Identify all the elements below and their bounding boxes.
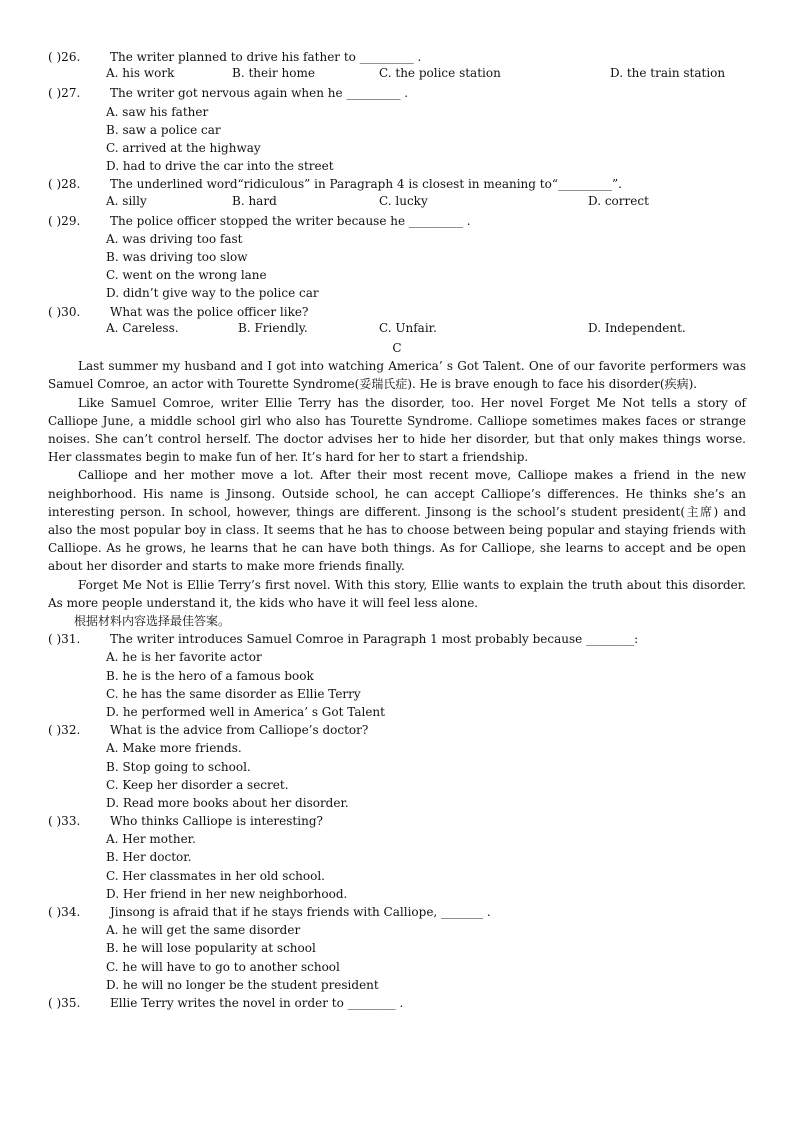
option-d: D. correct — [588, 193, 649, 208]
question-stem: Ellie Terry writes the novel in order to ________ . — [110, 995, 404, 1010]
question-number: ( )32. — [48, 723, 81, 738]
question-number: ( )31. — [48, 632, 81, 647]
question-stem: The writer got nervous again when he _________ . — [110, 86, 409, 101]
question-number: ( )33. — [48, 814, 81, 829]
question-stem: The police officer stopped the writer because he _________ . — [110, 213, 471, 228]
question-number: ( )30. — [48, 304, 81, 319]
passage-paragraph-2: Like Samuel Comroe, writer Ellie Terry has the disorder, too. Her novel Forget Me Not tells a story of Calliope June, a middle school girl who also has Tourette Syndrome. Calliope sometimes makes faces or strange noises. She can’t control herself. The doctor advises her to hide her disorder, but that only makes things worse. Her classmates begin to make fun of her. It’s hard for her to start a friendship. — [48, 395, 746, 465]
option-d: D. he will no longer be the student president — [106, 977, 379, 992]
option-b: B. Friendly. — [238, 320, 308, 335]
question-stem: Who thinks Calliope is interesting? — [110, 814, 323, 829]
question-number: ( )29. — [48, 213, 81, 228]
option-a: A. Careless. — [106, 320, 179, 335]
passage-paragraph-3: Calliope and her mother move a lot. After their most recent move, Calliope makes a friend in the new neighborhood. His name is Jinsong. Outside school, he can accept Calliope’s differences. He thinks she’s an interesting person. In school, however, things are different. Jinsong is the school’s student president(主席) and also the most popular boy in class. It seems that he has to choose between being popular and staying friends with Calliope. As he grows, he learns that he can have both things. As for Calliope, she learns to accept and be open about her disorder and starts to make more friends finally. — [48, 468, 746, 574]
option-c: C. the police station — [379, 66, 501, 81]
option-a: A. saw his father — [106, 104, 209, 119]
section-heading: C — [392, 341, 402, 355]
option-c: C. Her classmates in her old school. — [106, 868, 325, 883]
option-c: C. he has the same disorder as Ellie Terry — [106, 686, 361, 701]
option-d: D. had to drive the car into the street — [106, 159, 334, 174]
question-30 — [48, 303, 746, 321]
passage-paragraph-1: Last summer my husband and I got into watching America’ s Got Talent. One of our favorite performers was Samuel Comroe, an actor with Tourette Syndrome(妥瑞氏症). He is brave enough to face his disorder(疾病). — [48, 359, 746, 392]
option-b: B. Stop going to school. — [106, 759, 251, 774]
option-b: B. their home — [232, 66, 315, 81]
option-a: A. his work — [106, 66, 175, 81]
option-a: A. Her mother. — [106, 832, 196, 847]
option-a: A. he will get the same disorder — [106, 923, 301, 938]
option-a: A. he is her favorite actor — [106, 650, 262, 665]
question-number: ( )27. — [48, 86, 81, 101]
question-28 — [48, 175, 746, 193]
question-28-options — [48, 194, 746, 212]
question-number: ( )26. — [48, 50, 81, 64]
option-b: B. Her doctor. — [106, 850, 192, 865]
option-c: C. lucky — [379, 193, 428, 208]
option-d: D. Independent. — [588, 320, 686, 335]
question-32 — [48, 721, 746, 739]
option-d: D. didn’t give way to the police car — [106, 286, 319, 301]
question-stem: The writer planned to drive his father to _________ . — [110, 50, 422, 64]
question-stem: Jinsong is afraid that if he stays friends with Calliope, _______ . — [110, 905, 491, 920]
question-stem: The underlined word“ridiculous” in Paragraph 4 is closest in meaning to“_________”. — [110, 177, 622, 192]
option-b: B. saw a police car — [106, 122, 221, 137]
option-b: B. was driving too slow — [106, 250, 248, 265]
question-number: ( )28. — [48, 177, 81, 192]
option-b: B. he will lose popularity at school — [106, 941, 316, 956]
question-stem: The writer introduces Samuel Comroe in Paragraph 1 most probably because ________: — [110, 632, 639, 647]
option-c: C. went on the wrong lane — [106, 268, 267, 283]
option-d: D. Read more books about her disorder. — [106, 795, 349, 810]
question-27 — [48, 84, 746, 102]
option-d: D. Her friend in her new neighborhood. — [106, 886, 348, 901]
worksheet-page — [48, 48, 746, 1012]
option-d: D. he performed well in America’ s Got Talent — [106, 704, 385, 719]
question-30-options — [48, 321, 746, 339]
question-stem: What was the police officer like? — [110, 304, 309, 319]
question-26 — [48, 48, 746, 66]
passage-paragraph-4: Forget Me Not is Ellie Terry’s first novel. With this story, Ellie wants to explain the truth about this disorder. As more people understand it, the kids who have it will feel less alone. — [48, 577, 746, 610]
option-b: B. hard — [232, 193, 277, 208]
question-29 — [48, 212, 746, 230]
option-c: C. arrived at the highway — [106, 140, 261, 155]
option-a: A. was driving too fast — [106, 231, 243, 246]
question-26-options — [48, 66, 746, 84]
option-a: A. silly — [106, 193, 147, 208]
option-b: B. he is the hero of a famous book — [106, 668, 314, 683]
question-31 — [48, 630, 746, 648]
instruction: 根据材料内容选择最佳答案。 — [74, 614, 231, 629]
question-33 — [48, 812, 746, 830]
question-35 — [48, 994, 746, 1012]
option-c: C. Unfair. — [379, 320, 437, 335]
question-number: ( )34. — [48, 905, 81, 920]
question-number: ( )35. — [48, 995, 81, 1010]
option-a: A. Make more friends. — [106, 741, 242, 756]
question-stem: What is the advice from Calliope’s doctor? — [110, 723, 369, 738]
option-c: C. he will have to go to another school — [106, 959, 340, 974]
option-d: D. the train station — [610, 66, 726, 81]
question-34 — [48, 903, 746, 921]
option-c: C. Keep her disorder a secret. — [106, 777, 289, 792]
